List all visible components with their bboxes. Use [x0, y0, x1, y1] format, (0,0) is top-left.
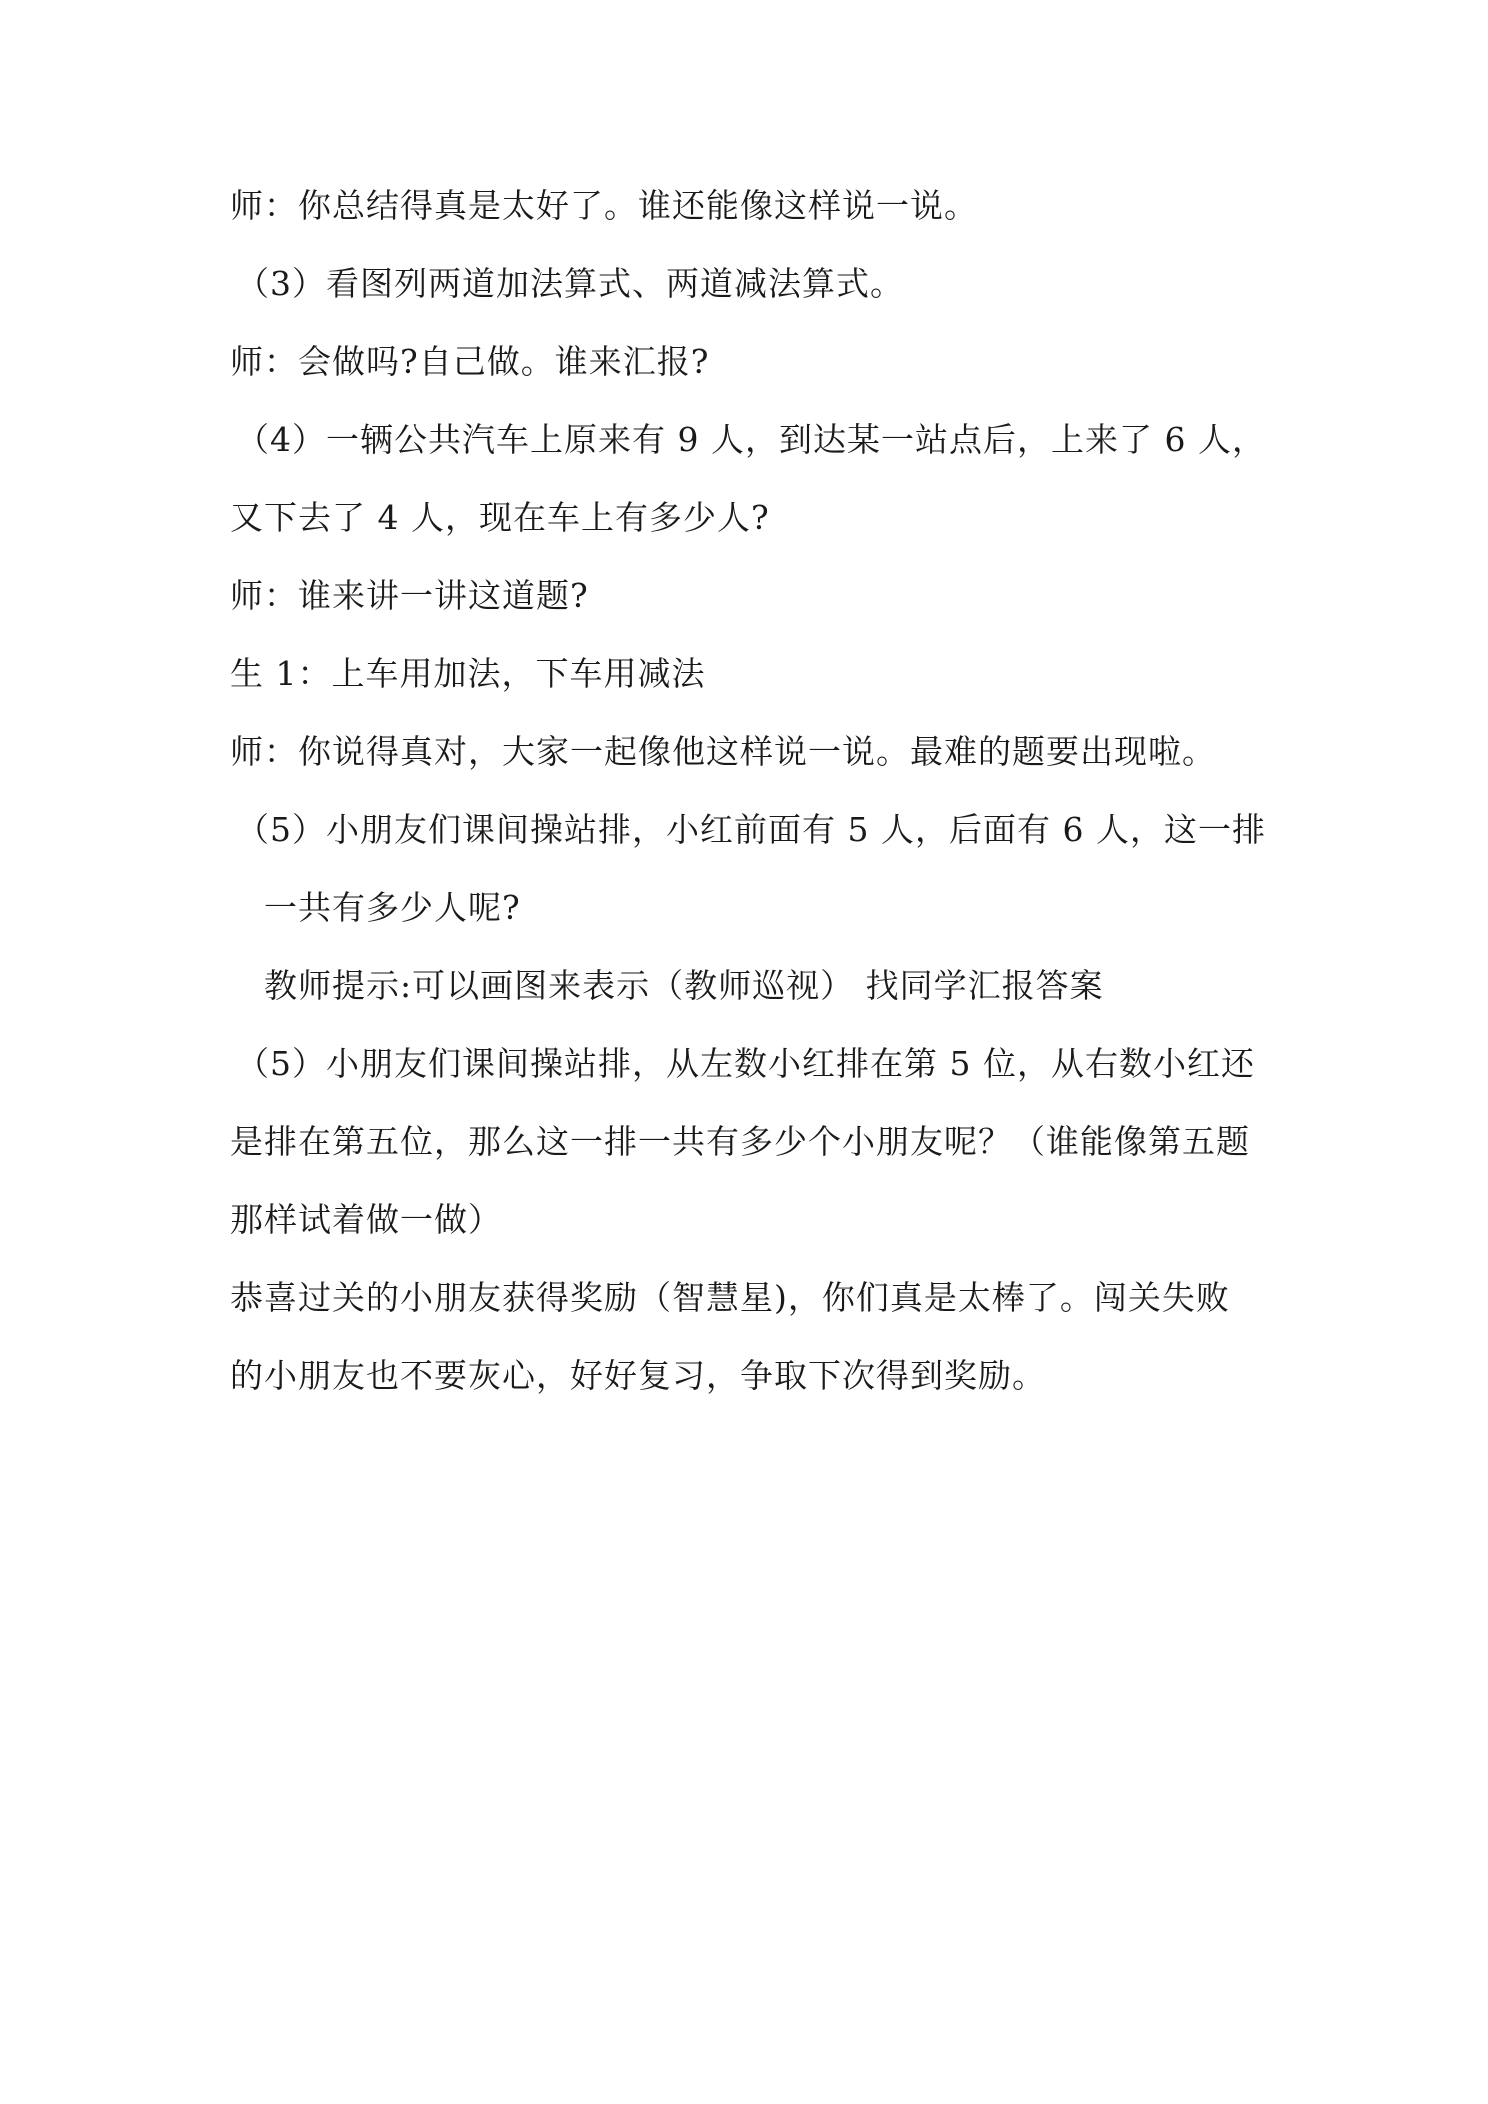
exercise-4-text-line2: 又下去了 4 人，现在车上有多少人?	[230, 498, 770, 537]
exercise-5a-text-line2: 一共有多少人呢?	[264, 888, 521, 927]
closing-line2: 的小朋友也不要灰心，好好复习，争取下次得到奖励。	[230, 1356, 1046, 1395]
exercise-5a-text-line1: （5）小朋友们课间操站排，小红前面有 5 人，后面有 6 人，这一排	[236, 810, 1266, 849]
dialogue-line-teacher-ask: 师：会做吗?自己做。谁来汇报?	[230, 342, 710, 381]
exercise-4-text-line1: （4）一辆公共汽车上原来有 9 人，到达某一站点后，上来了 6 人，	[236, 420, 1266, 459]
dialogue-line-student-1: 生 1：上车用加法，下车用减法	[230, 654, 706, 693]
exercise-5b-text-line2: 是排在第五位，那么这一排一共有多少个小朋友呢？（谁能像第五题	[230, 1122, 1250, 1161]
dialogue-line-teacher-praise: 师：你总结得真是太好了。谁还能像这样说一说。	[230, 186, 978, 225]
exercise-3-title: （3）看图列两道加法算式、两道减法算式。	[236, 264, 904, 303]
dialogue-line-teacher-hardest: 师：你说得真对，大家一起像他这样说一说。最难的题要出现啦。	[230, 732, 1216, 771]
dialogue-line-teacher-explain: 师：谁来讲一讲这道题?	[230, 576, 589, 615]
closing-line1: 恭喜过关的小朋友获得奖励（智慧星)，你们真是太棒了。闯关失败	[230, 1278, 1230, 1317]
exercise-5b-text-line3: 那样试着做一做）	[230, 1200, 502, 1239]
teacher-hint: 教师提示:可以画图来表示（教师巡视） 找同学汇报答案	[264, 966, 1104, 1005]
exercise-5b-text-line1: （5）小朋友们课间操站排，从左数小红排在第 5 位，从右数小红还	[236, 1044, 1255, 1083]
